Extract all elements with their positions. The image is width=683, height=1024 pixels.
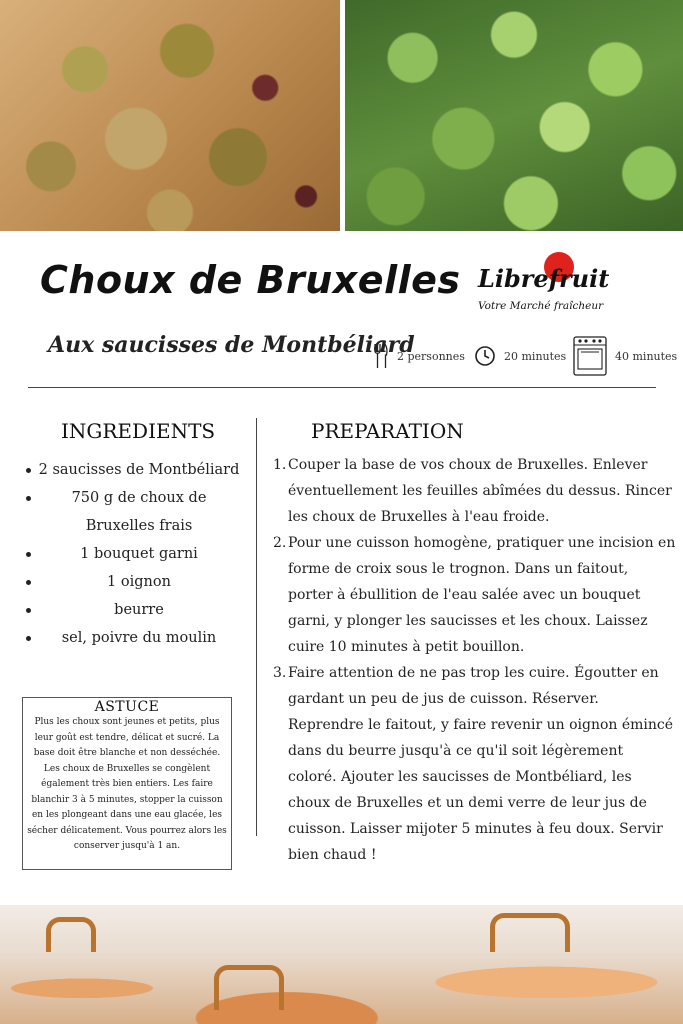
ingredient-item: 2 saucisses de Montbéliard <box>24 456 242 484</box>
logo-brand: Librefruit <box>478 264 610 293</box>
astuce-box <box>22 697 232 870</box>
servings-text: 2 personnes <box>397 349 465 363</box>
ingredient-item: 750 g de choux de Bruxelles frais <box>24 484 242 540</box>
astuce-heading: ASTUCE <box>94 699 160 715</box>
preparation-step: 2. Pour une cuisson homogène, pratiquer une incision en forme de croix sous le trognon. Dans un faitout, porter à ébullition de l'eau salée avec un bouquet garni, y plonger les saucisses et les choux. Laissez cuire 10 minutes à petit bouillon. <box>273 535 676 655</box>
recipe-subtitle: Aux saucisses de Montbéliard <box>48 332 415 358</box>
servings-info <box>373 338 465 374</box>
prep-time-text: 20 minutes <box>504 349 567 363</box>
ingredients-list <box>24 456 242 652</box>
preparation-steps <box>273 452 676 868</box>
preparation-step: 1. Couper la base de vos choux de Bruxelles. Enlever éventuellement les feuilles abîmées du dessus. Rincer les choux de Bruxelles à l'eau froide. <box>273 457 672 525</box>
recipe-title: Choux de Bruxelles <box>40 258 461 302</box>
ingredient-item: sel, poivre du moulin <box>24 624 242 652</box>
logo-tagline: Votre Marché fraîcheur <box>478 300 604 312</box>
copper-pots-photo <box>0 905 683 1024</box>
preparation-step: 3. Faire attention de ne pas trop les cuire. Égoutter en gardant un peu de jus de cuisson. Réserver. Reprendre le faitout, y faire revenir un oignon émincé dans du beurre jusqu'à ce qu'il soit légèrement coloré. Ajouter les saucisses de Montbéliard, les choux de Bruxelles et un demi verre de leur jus de cuisson. Laisser mijoter 5 minutes à feu doux. Servir bien chaud ! <box>273 665 674 863</box>
ingredient-item: beurre <box>24 596 242 624</box>
oven-icon <box>573 336 607 376</box>
fork-knife-icon <box>373 343 389 369</box>
ingredient-item: 1 bouquet garni <box>24 540 242 568</box>
ingredient-item: 1 oignon <box>24 568 242 596</box>
clock-icon <box>474 345 496 367</box>
astuce-text: Plus les choux sont jeunes et petits, plus leur goût est tendre, délicat et sucré. La base doit être blanche et non desséchée. Les choux de Bruxelles se congèlent également très bien entiers. Les faire blanchir 3 à 5 minutes, stopper la cuisson en les plongeant dans une eau glacée, les sécher délicatement. Vous pourrez alors les conserver jusqu'à 1 an. <box>27 717 227 851</box>
step-text: Couper la base de vos choux de Bruxelles. Enlever éventuellement les feuilles abîmées du dessus. Rincer les choux de Bruxelles à l'eau froide. <box>288 457 672 525</box>
librefruit-logo <box>474 250 614 320</box>
step-text: Pour une cuisson homogène, pratiquer une incision en forme de croix sous le trognon. Dans un faitout, porter à ébullition de l'eau salée avec un bouquet garni, y plonger les saucisses et les choux. Laissez cuire 10 minutes à petit bouillon. <box>288 535 676 655</box>
prep-time-info <box>474 338 566 374</box>
step-text: Faire attention de ne pas trop les cuire. Égoutter en gardant un peu de jus de cuisson. Réserver. Reprendre le faitout, y faire revenir un oignon émincé dans du beurre jusqu'à ce qu'il soit légèrement coloré. Ajouter les saucisses de Montbéliard, les choux de Bruxelles et un demi verre de leur jus de cuisson. Laisser mijoter 5 minutes à feu doux. Servir bien chaud ! <box>288 665 674 863</box>
cook-time-text: 40 minutes <box>615 349 678 363</box>
preparation-heading: PREPARATION <box>311 419 464 443</box>
brussels-sprouts-plant-photo <box>345 0 683 231</box>
column-divider <box>256 418 257 836</box>
brussels-sprouts-dish-photo <box>0 0 340 231</box>
cook-time-info <box>573 338 677 374</box>
ingredients-heading: INGREDIENTS <box>61 419 216 443</box>
header-divider <box>28 387 656 388</box>
